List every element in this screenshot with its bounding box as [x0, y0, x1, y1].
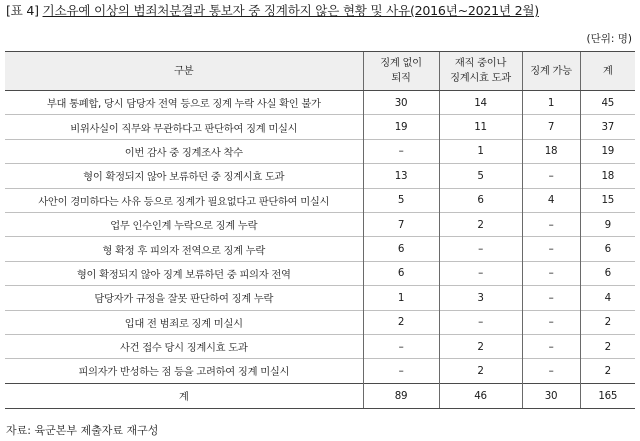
row-value: 45	[580, 91, 635, 115]
row-value: 3	[439, 286, 522, 310]
row-value: 13	[363, 164, 439, 188]
row-value: 30	[363, 91, 439, 115]
row-value: 2	[580, 359, 635, 383]
row-value: 9	[580, 212, 635, 236]
row-value: 11	[439, 115, 522, 139]
row-value: 14	[439, 91, 522, 115]
header-retired-text: 징계 없이 퇴직	[380, 57, 422, 84]
row-reason: 이번 감사 중 징계조사 착수	[5, 139, 363, 163]
total-cell: 46	[439, 383, 522, 408]
row-value: –	[363, 359, 439, 383]
table-title: 기소유예 이상의 범죄처분결과 통보자 중 징계하지 않은 현황 및 사유(2016년~2021년 2월)	[42, 3, 539, 18]
row-reason: 업무 인수인계 누락으로 징계 누락	[5, 212, 363, 236]
row-value: 1	[439, 139, 522, 163]
row-reason: 사안이 경미하다는 사유 등으로 징계가 필요없다고 판단하여 미실시	[5, 188, 363, 212]
table-row	[5, 334, 635, 358]
row-reason: 사건 접수 당시 징계시효 도과	[5, 334, 363, 358]
table-row	[5, 310, 635, 334]
table-row	[5, 164, 635, 188]
row-value: 19	[363, 115, 439, 139]
row-value: 37	[580, 115, 635, 139]
row-value: 2	[580, 310, 635, 334]
row-value: 5	[439, 164, 522, 188]
row-reason: 비위사실이 직무와 무관하다고 판단하여 징계 미실시	[5, 115, 363, 139]
row-value: 1	[363, 286, 439, 310]
row-value: 2	[439, 334, 522, 358]
row-value: –	[439, 237, 522, 261]
row-reason: 부대 통폐합, 당시 담당자 전역 등으로 징계 누락 사실 확인 불가	[46, 98, 321, 111]
total-cell: 30	[522, 383, 580, 408]
row-value: 7	[363, 212, 439, 236]
row-value: –	[363, 334, 439, 358]
row-value: –	[522, 261, 580, 285]
row-value: 18	[580, 164, 635, 188]
row-value: –	[522, 334, 580, 358]
row-value: –	[522, 310, 580, 334]
row-value: 2	[439, 212, 522, 236]
row-reason: 담당자가 규정을 잘못 판단하여 징계 누락	[5, 286, 363, 310]
row-value: 5	[363, 188, 439, 212]
total-label: 계	[5, 383, 363, 408]
table-row	[5, 115, 635, 139]
row-reason: 형 확정 후 피의자 전역으로 징계 누락	[5, 237, 363, 261]
total-cell: 165	[580, 383, 635, 408]
row-value: 7	[522, 115, 580, 139]
row-value: 2	[439, 359, 522, 383]
row-reason: 형이 확정되지 않아 징계 보류하던 중 피의자 전역	[5, 261, 363, 285]
row-value: 19	[580, 139, 635, 163]
table-caption	[6, 1, 636, 21]
header-row	[5, 52, 635, 91]
header-expired	[439, 52, 522, 91]
table-row	[5, 359, 635, 383]
row-value: –	[522, 359, 580, 383]
row-value: –	[439, 261, 522, 285]
row-value: 2	[580, 334, 635, 358]
row-reason: 형이 확정되지 않아 보류하던 중 징계시효 도과	[5, 164, 363, 188]
row-value: –	[522, 237, 580, 261]
table-number: [표 4]	[6, 3, 39, 18]
table-row	[5, 91, 635, 115]
row-value: 15	[580, 188, 635, 212]
header-retired	[363, 52, 439, 91]
row-value: 6	[580, 261, 635, 285]
table-row	[5, 139, 635, 163]
table-row	[5, 261, 635, 285]
row-value: 4	[522, 188, 580, 212]
row-value: –	[522, 164, 580, 188]
header-expired-text: 재직 중이나 징계시효 도과	[450, 57, 511, 84]
row-value: 2	[363, 310, 439, 334]
row-value: –	[522, 212, 580, 236]
row-value: –	[439, 310, 522, 334]
data-table	[5, 51, 635, 409]
row-value: 6	[363, 261, 439, 285]
row-reason: 입대 전 범죄로 징계 미실시	[5, 310, 363, 334]
total-cell: 89	[363, 383, 439, 408]
table-row	[5, 237, 635, 261]
row-reason: 피의자가 반성하는 점 등을 고려하여 징계 미실시	[5, 359, 363, 383]
header-total: 계	[580, 52, 635, 91]
row-value: –	[363, 139, 439, 163]
header-category: 구분	[5, 52, 363, 91]
table-row	[5, 188, 635, 212]
row-value: –	[522, 286, 580, 310]
header-possible: 징계 가능	[522, 52, 580, 91]
row-value: 4	[580, 286, 635, 310]
unit-note: (단위: 명)	[586, 33, 632, 45]
table-row	[5, 286, 635, 310]
row-value: 1	[522, 91, 580, 115]
row-value: 6	[363, 237, 439, 261]
row-value: 18	[522, 139, 580, 163]
row-value: 6	[580, 237, 635, 261]
total-row	[5, 383, 635, 408]
table-row	[5, 212, 635, 236]
row-value: 6	[439, 188, 522, 212]
source-note: 자료: 육군본부 제출자료 재구성	[6, 424, 159, 437]
